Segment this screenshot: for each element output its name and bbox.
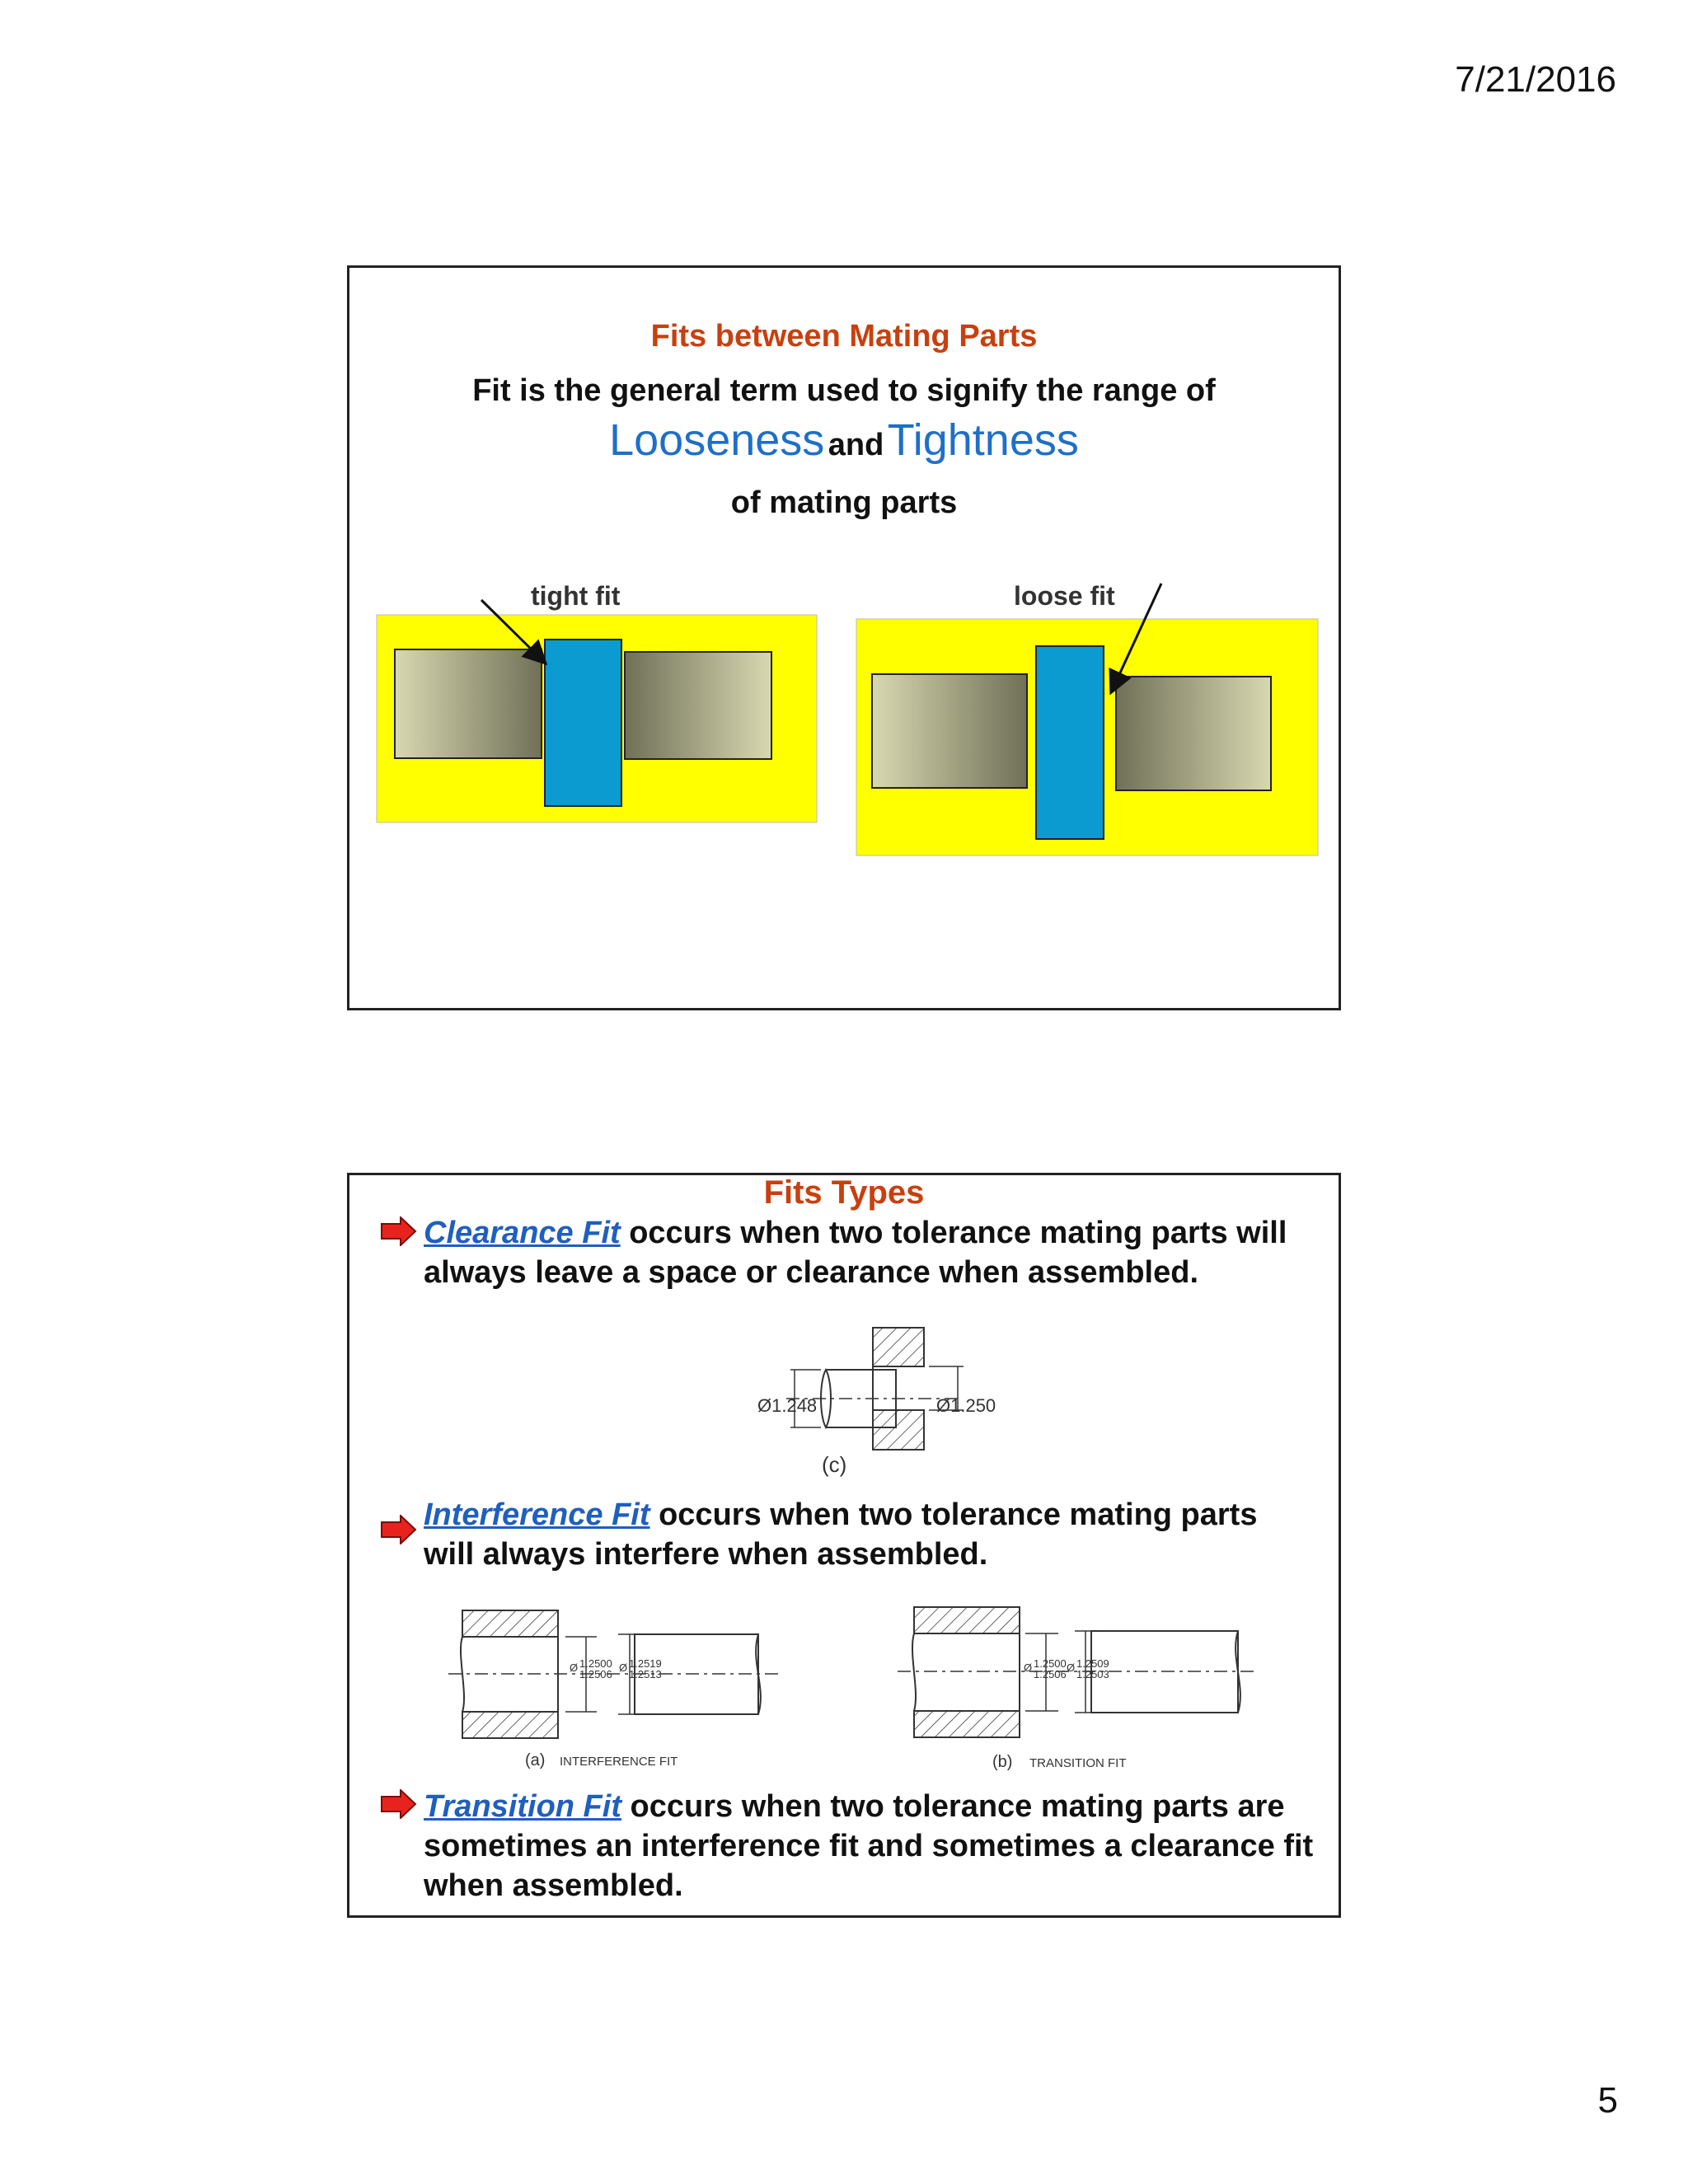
interference-shaft-dim-sym: Ø (619, 1661, 628, 1674)
interference-hole-dim-sym: Ø (570, 1661, 579, 1674)
mating-parts-line: of mating parts (730, 485, 958, 520)
clearance-caption: (c) (822, 1452, 847, 1477)
transition-hole-max: 1.2500 (1034, 1657, 1067, 1670)
interference-letter: (a) (525, 1751, 546, 1769)
interference-caption: INTERFERENCE FIT (560, 1755, 678, 1769)
looseness-word: Looseness (609, 415, 825, 465)
transition-shaft-min: 1.2503 (1076, 1668, 1109, 1680)
transition-letter: (b) (992, 1753, 1013, 1771)
interference-fit-text: occurs when two tolerance mating parts will always interfere when assembled. (424, 1497, 1258, 1572)
page-number: 5 (1597, 2080, 1618, 2121)
slide-fits-between-mating-parts (347, 265, 1341, 1010)
slide-title: Fits between Mating Parts (650, 319, 1038, 354)
clearance-shaft-dim: Ø1.248 (757, 1395, 818, 1416)
fit-illustration (349, 268, 1339, 1010)
interference-hole-min: 1.2506 (579, 1668, 612, 1680)
tight-fit-label: tight fit (531, 581, 621, 611)
transition-shaft-dim-sym: Ø (1067, 1661, 1076, 1674)
fit-drawings (349, 1175, 1339, 1917)
clearance-hole-dim: Ø1.250 (936, 1395, 996, 1416)
interference-shaft-max: 1.2519 (629, 1657, 662, 1670)
interference-fit-term: Interference Fit (424, 1497, 650, 1532)
clearance-fit-drawing (786, 1328, 964, 1450)
transition-fit-term: Transition Fit (424, 1789, 621, 1824)
transition-fit-text: occurs when two tolerance mating parts are sometimes an interference fit and sometimes a clearance fit when assembled. (424, 1789, 1314, 1903)
transition-hole-dim-sym: Ø (1024, 1661, 1033, 1674)
slide-fits-types (347, 1173, 1341, 1918)
slide-title: Fits Types (763, 1174, 925, 1211)
definition-line: Fit is the general term used to signify the range of (472, 373, 1216, 408)
and-word: and (828, 428, 884, 462)
interference-shaft-min: 1.2513 (629, 1668, 662, 1680)
interference-fit-drawing (448, 1610, 778, 1738)
tight-fit-diagram (377, 600, 817, 823)
clearance-fit-text: occurs when two tolerance mating parts will always leave a space or clearance when assembled. (424, 1216, 1287, 1290)
interference-hole-max: 1.2500 (579, 1657, 612, 1670)
transition-shaft-max: 1.2509 (1076, 1657, 1109, 1670)
transition-caption: TRANSITION FIT (1029, 1756, 1127, 1770)
page-date: 7/21/2016 (1455, 59, 1616, 100)
transition-hole-min: 1.2506 (1034, 1668, 1067, 1680)
loose-fit-label: loose fit (1014, 581, 1115, 611)
tightness-word: Tightness (887, 415, 1079, 465)
loose-fit-diagram (856, 583, 1318, 855)
clearance-fit-term: Clearance Fit (424, 1216, 621, 1250)
